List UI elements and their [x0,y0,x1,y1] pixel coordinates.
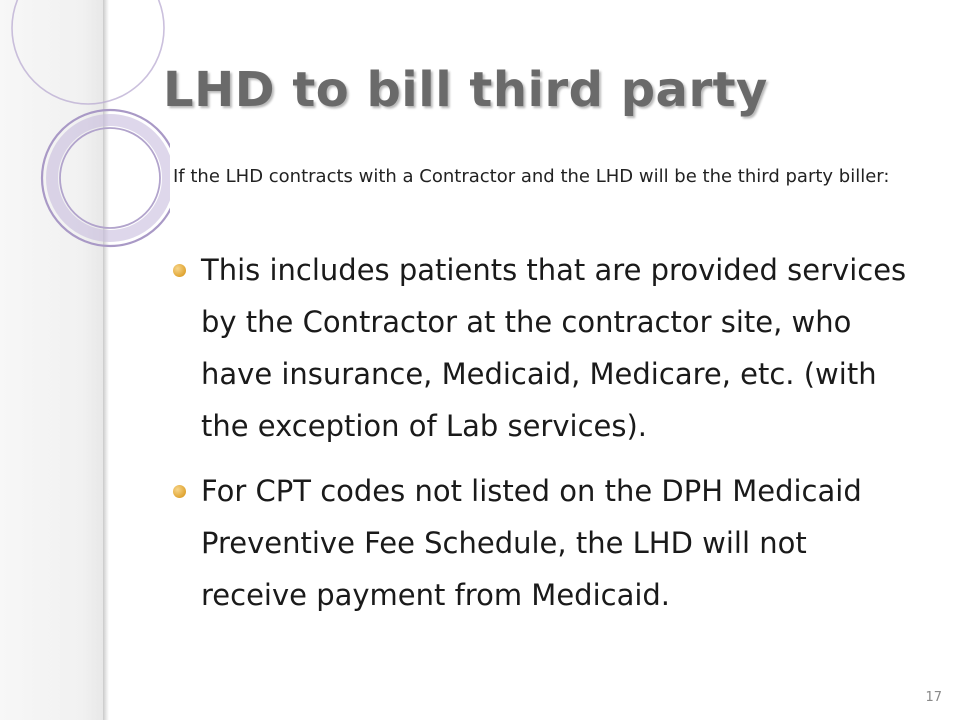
purple-rings-decoration [0,0,170,260]
bullet-item [173,465,913,621]
bullet-dot-icon [173,485,186,498]
slide-title: LHD to bill third party [163,62,768,118]
bullet-text: For CPT codes not listed on the DPH Medicaid Preventive Fee Schedule, the LHD will not receive payment from Medicaid. [201,474,862,612]
bullet-list [173,244,913,634]
bullet-text: This includes patients that are provided services by the Contractor at the contractor site, who have insurance, Medicaid, Medicare, etc. (with the exception of Lab services). [201,253,907,443]
intro-text: If the LHD contracts with a Contractor and the LHD will be the third party biller: [173,166,890,187]
slide-number: 17 [925,690,942,705]
bullet-item [173,244,913,452]
bullet-dot-icon [173,264,186,277]
